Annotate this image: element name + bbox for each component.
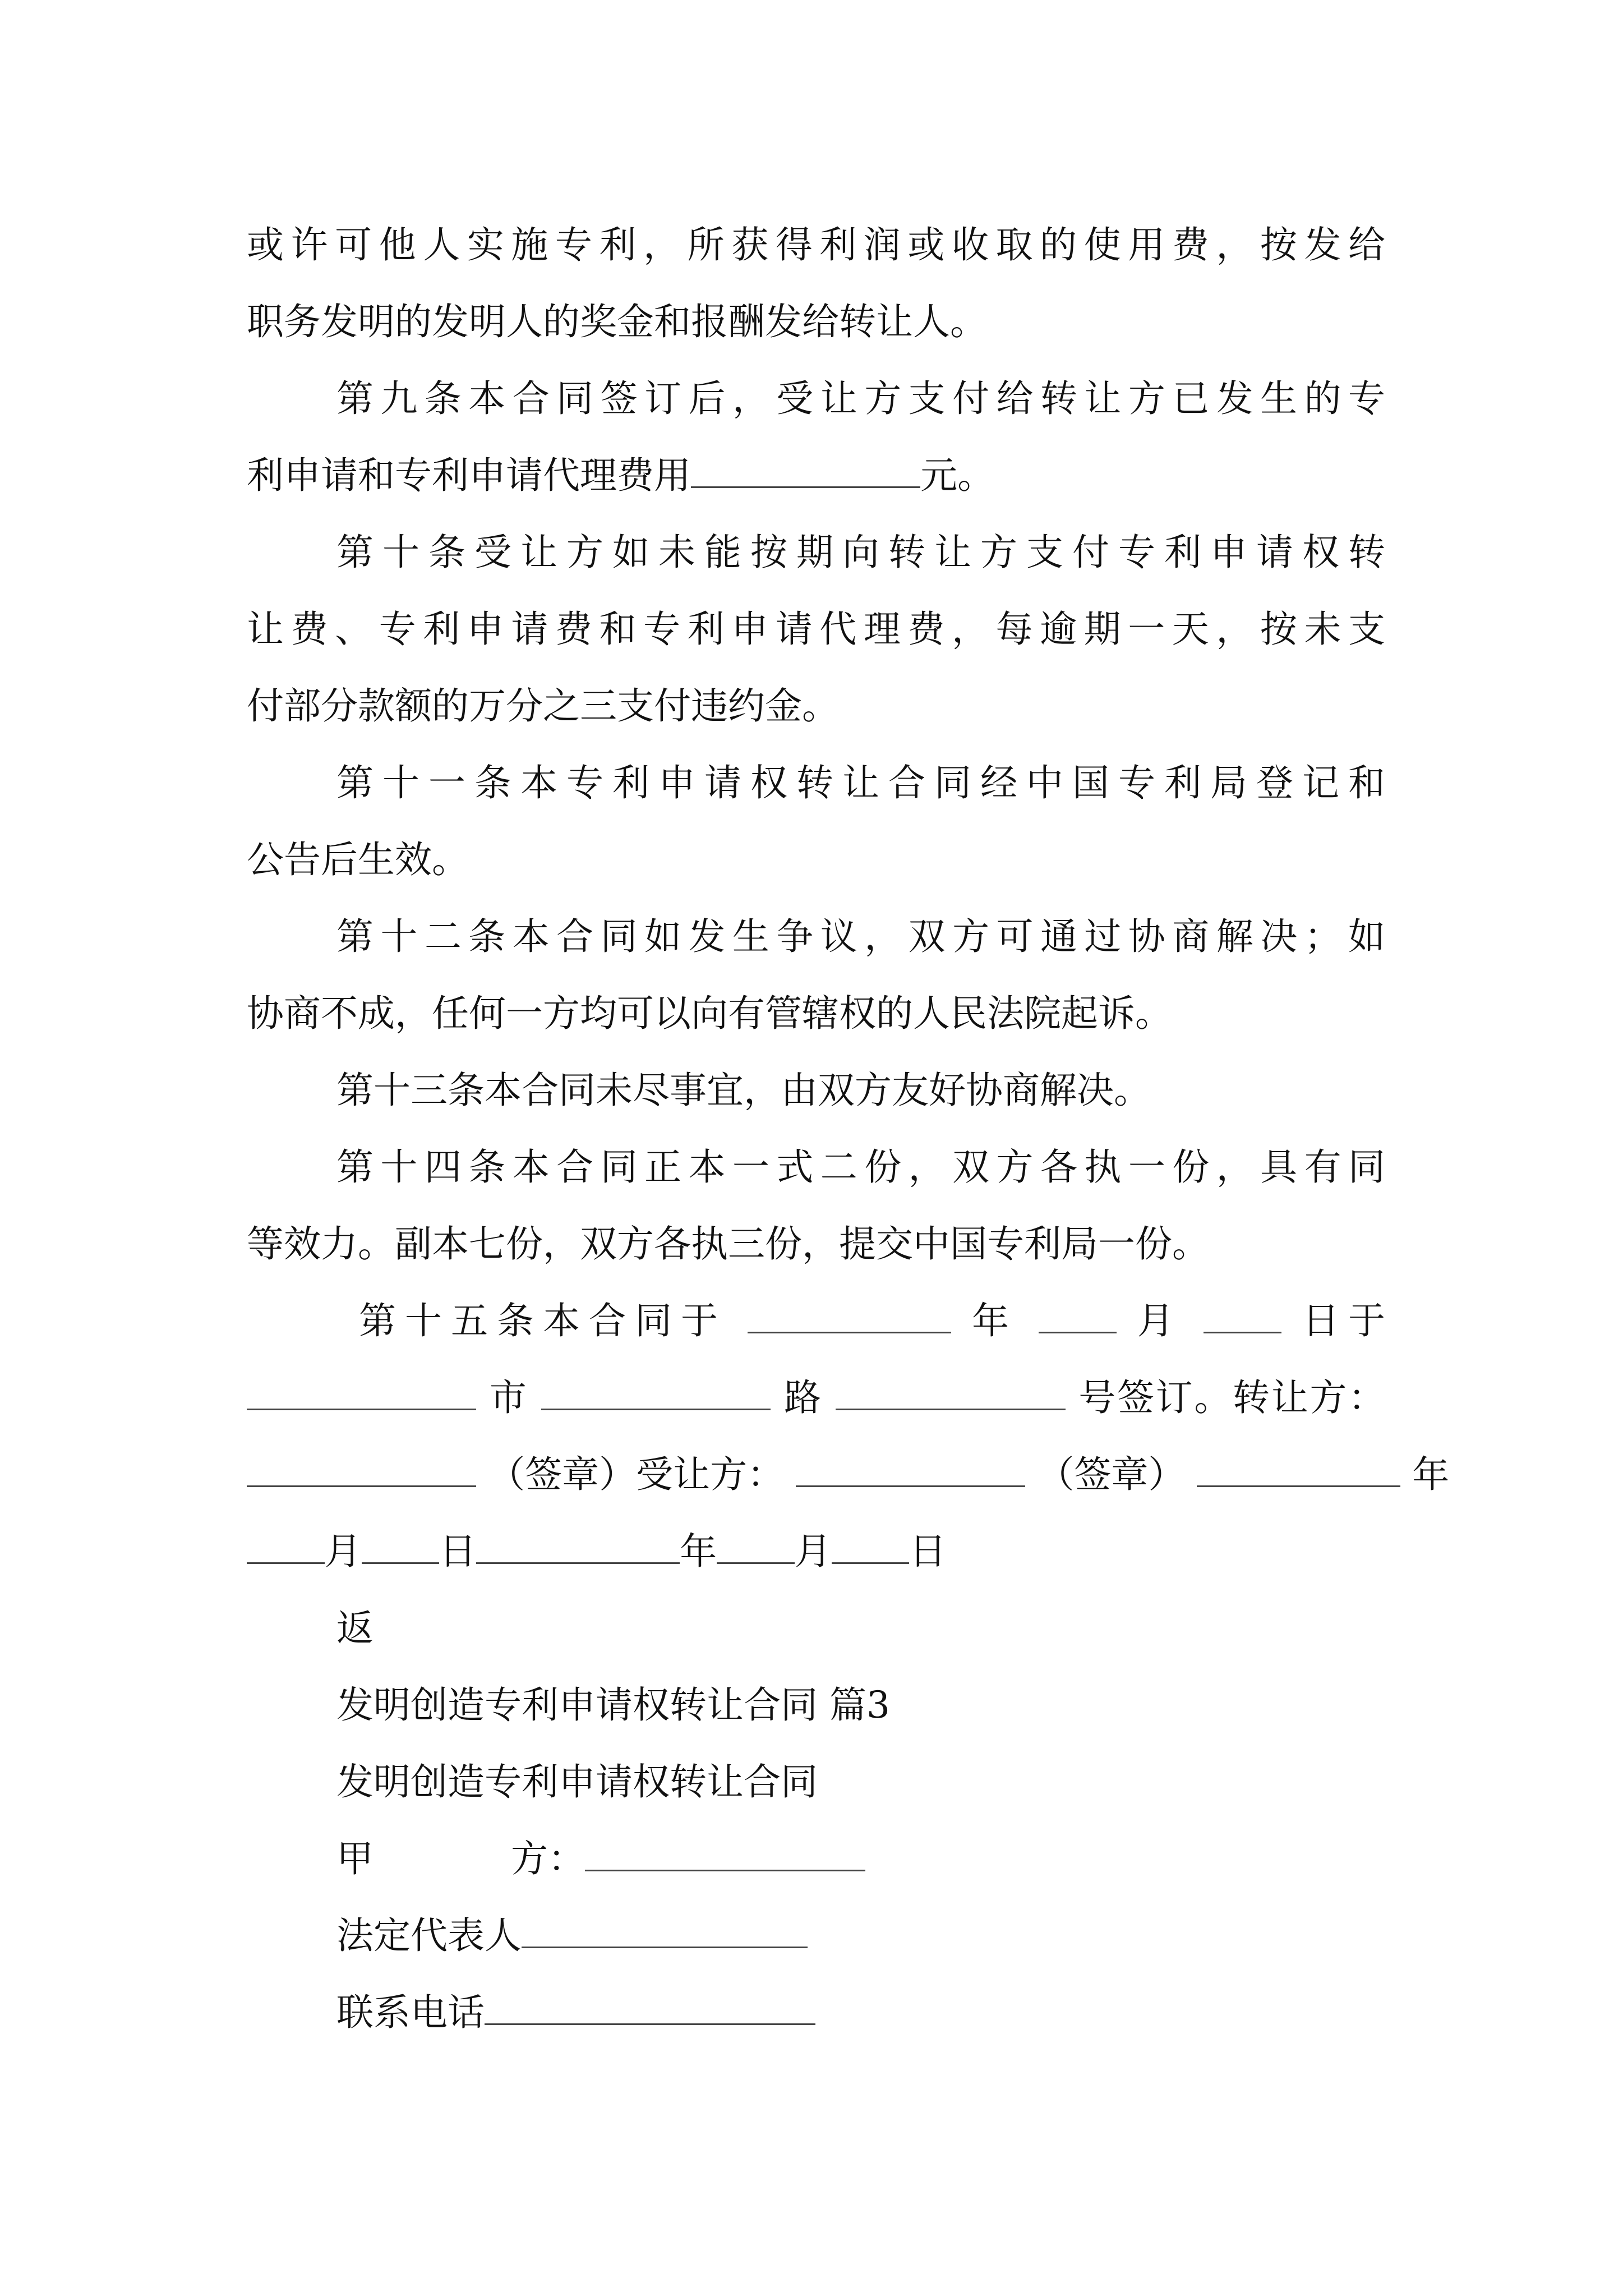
article-15-line <box>247 1282 1385 1359</box>
year-blank <box>748 1296 951 1333</box>
seal-label: （签章）受让方： <box>488 1453 785 1496</box>
article-9-line <box>247 437 1385 514</box>
day-label: 日 <box>909 1530 947 1573</box>
transferor-blank <box>247 1450 476 1487</box>
transferee-blank <box>796 1450 1025 1487</box>
road-label: 路 <box>784 1376 823 1419</box>
party-a-blank <box>585 1834 865 1871</box>
article-12-line: 第十二条本合同如发生争议，双方可通过协商解决；如 <box>336 915 1385 958</box>
phone-blank <box>485 1988 815 2025</box>
number-blank <box>836 1373 1065 1410</box>
legal-rep-label: 法定代表人 <box>336 1914 522 1957</box>
contract-body <box>247 206 1450 1590</box>
article-9-text: 元。 <box>920 454 995 497</box>
year-label: 年 <box>971 1299 1018 1342</box>
article-9-text: 利申请和专利申请代理费用 <box>247 454 691 497</box>
section-title: 发明创造专利申请权转让合同 篇3 <box>336 1683 890 1727</box>
article-10-line: 第十条受让方如未能按期向转让方支付专利申请权转 <box>336 531 1385 574</box>
legal-rep-blank <box>522 1911 808 1948</box>
city-label: 市 <box>489 1376 528 1419</box>
month-label: 月 <box>324 1530 362 1573</box>
article-11-line: 公告后生效。 <box>247 838 469 881</box>
year-blank <box>476 1527 680 1564</box>
month-label: 月 <box>794 1530 832 1573</box>
month-blank <box>247 1527 325 1564</box>
seal-label: （签章） <box>1037 1453 1186 1496</box>
article-14-line: 等效力。副本七份，双方各执三份，提交中国专利局一份。 <box>247 1222 1209 1266</box>
article-10-line: 付部分款额的万分之三支付违约金。 <box>247 684 839 728</box>
year-label: 年 <box>1412 1453 1450 1496</box>
paragraph-line: 或许可他人实施专利，所获得利润或收取的使用费，按发给 <box>247 223 1385 266</box>
month-label: 月 <box>1137 1299 1183 1342</box>
contract-title: 发明创造专利申请权转让合同 <box>336 1760 818 1803</box>
day-label: 日 <box>439 1530 477 1573</box>
party-a-label: 甲 <box>336 1837 374 1880</box>
article-15-line <box>247 1513 1385 1590</box>
day-blank <box>362 1527 440 1564</box>
day-label: 日于 <box>1302 1299 1386 1342</box>
year-label: 年 <box>680 1530 717 1573</box>
article-14-line: 第十四条本合同正本一式二份，双方各执一份，具有同 <box>336 1145 1385 1189</box>
article-11-line: 第十一条本专利申请权转让合同经中国专利局登记和 <box>336 761 1385 804</box>
party-a-label: 方： <box>511 1837 585 1880</box>
amount-blank <box>691 451 920 488</box>
day-blank <box>1204 1296 1281 1333</box>
article-13-line: 第十三条本合同未尽事宜，由双方友好协商解决。 <box>336 1069 1151 1112</box>
party-a-line <box>336 1820 1346 1897</box>
phone-label: 联系电话 <box>336 1991 485 2034</box>
article-10-line: 让费、专利申请费和专利申请代理费，每逾期一天，按未支 <box>247 608 1385 651</box>
month-blank <box>717 1527 795 1564</box>
signed-label: 号签订。转让方： <box>1078 1376 1386 1419</box>
phone-line <box>336 1974 1346 2051</box>
article-15-line <box>247 1436 1450 1513</box>
article-15-line <box>247 1359 1385 1436</box>
article-15-text: 第十五条本合同于 <box>359 1299 727 1342</box>
road-blank <box>541 1373 771 1410</box>
year-blank <box>1197 1450 1400 1487</box>
return-link[interactable]: 返 <box>336 1607 374 1650</box>
legal-rep-line <box>336 1897 1346 1974</box>
section-3-block <box>336 1590 1346 2051</box>
day-blank <box>832 1527 910 1564</box>
month-blank <box>1039 1296 1117 1333</box>
article-12-line: 协商不成，任何一方均可以向有管辖权的人民法院起诉。 <box>247 992 1172 1035</box>
city-blank <box>247 1373 476 1410</box>
paragraph-line: 职务发明的发明人的奖金和报酬发给转让人。 <box>247 300 987 343</box>
article-9-line: 第九条本合同签订后，受让方支付给转让方已发生的专 <box>336 377 1385 420</box>
